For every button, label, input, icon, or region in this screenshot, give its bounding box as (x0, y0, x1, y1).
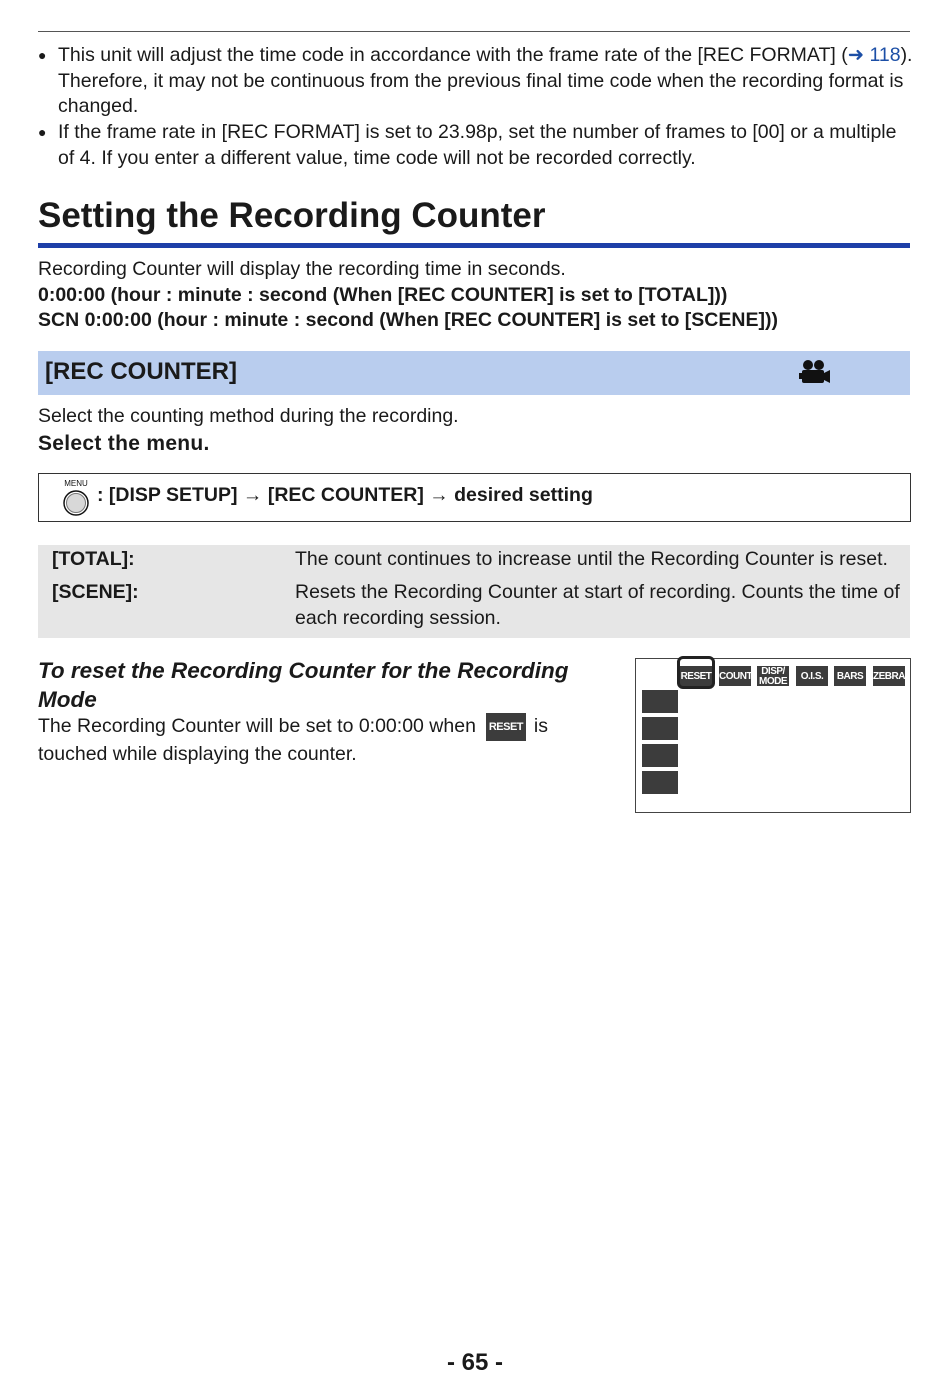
bullet-icon: ● (38, 124, 47, 141)
movie-camera-icon (798, 357, 832, 387)
setting-key: [SCENE]: (52, 581, 139, 603)
section-description: Select the counting method during the recording. (38, 405, 459, 427)
settings-table (38, 545, 910, 638)
reset-heading: To reset the Recording Counter for the Recording Mode (38, 658, 569, 712)
reset-button[interactable]: RESET (679, 665, 713, 687)
reset-icon: RESET (486, 713, 526, 741)
bullet-item (38, 120, 913, 171)
disp-mode-line: DISP/ (761, 666, 785, 677)
setting-key: [TOTAL]: (52, 548, 135, 570)
page-number: - 65 - (446, 1349, 503, 1376)
setting-value: The count continues to increase until the Recording Counter is reset. (295, 548, 888, 570)
intro-format-scene: SCN 0:00:00 (hour : minute : second (When [REC COUNTER] is set to [SCENE])) (38, 309, 778, 332)
disp-mode-line: MODE (759, 676, 787, 687)
bullet-text-part: This unit will adjust the time code in accordance with the frame rate of the [REC FORMAT] ( (58, 44, 848, 66)
section-header (38, 351, 910, 395)
side-button[interactable] (642, 690, 678, 713)
page-title: Setting the Recording Counter (38, 196, 546, 235)
setting-value: Resets the Recording Counter at start of recording. Counts the time of each recording session. (295, 581, 900, 629)
side-button[interactable] (642, 717, 678, 740)
bullet-text: If the frame rate in [REC FORMAT] is set to 23.98p, set the number of frames to [00] or a multiple of 4. If you enter a different value, time code will not be recorded correctly. (58, 121, 897, 169)
ois-button[interactable]: O.I.S. (795, 665, 829, 687)
step-heading: Select the menu. (38, 432, 210, 455)
lcd-screen-illustration (635, 658, 911, 813)
menu-icon-label: MENU (64, 479, 88, 488)
bullet-text-part: ). Therefore, it may not be continuous from the previous final time code when the recording format is changed. (58, 44, 913, 118)
side-button[interactable] (642, 771, 678, 794)
top-rule (38, 31, 910, 32)
intro-block (38, 257, 918, 334)
bullet-item (38, 43, 913, 120)
reset-highlight-frame (677, 656, 715, 689)
count-button[interactable]: COUNT (718, 665, 752, 687)
menu-path-box (38, 473, 911, 522)
menu-path: : [DISP SETUP] → [REC COUNTER] → desired setting (97, 484, 593, 506)
side-button[interactable] (642, 744, 678, 767)
bullet-list (38, 43, 913, 172)
intro-line: Recording Counter will display the recording time in seconds. (38, 258, 566, 280)
reset-text-part: is touched while displaying the counter. (38, 715, 549, 765)
menu-button-icon (61, 477, 91, 517)
bars-button[interactable]: BARS (833, 665, 867, 687)
section-title: [REC COUNTER] (45, 358, 237, 385)
intro-format-total: 0:00:00 (hour : minute : second (When [REC COUNTER] is set to [TOTAL])) (38, 283, 728, 306)
reset-description (38, 713, 608, 767)
title-underline (38, 243, 910, 248)
page-reference-link[interactable]: ➜ 118 (847, 44, 901, 66)
bullet-icon: ● (38, 47, 47, 63)
reset-text-part: The Recording Counter will be set to 0:00:00 when (38, 715, 476, 738)
zebra-button[interactable]: ZEBRA (872, 665, 906, 687)
disp-mode-button[interactable] (756, 665, 790, 687)
